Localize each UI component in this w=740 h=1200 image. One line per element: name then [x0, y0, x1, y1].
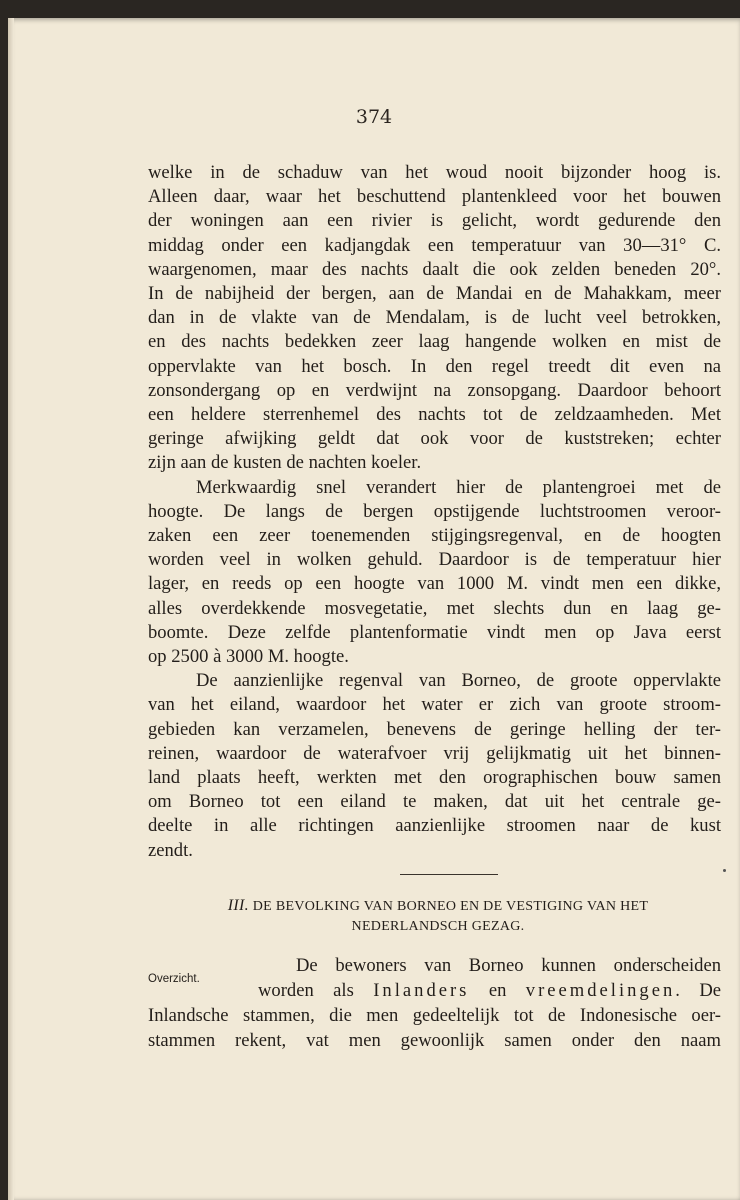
section-title-line1: DE BEVOLKING VAN BORNEO EN DE VESTIGING VAN HET: [252, 899, 649, 914]
text-line: op 2500 à 3000 M. hoogte.: [148, 646, 349, 668]
text-line: geringe afwijking geldt dat ook voor de kuststreken; echter: [148, 428, 721, 450]
text-line: boomte. Deze zelfde plantenformatie vindt men op Java eerst: [148, 621, 721, 643]
text-line: om Borneo tot een eiland te maken, dat uit het centrale ge-: [148, 791, 721, 813]
section-title-line2: NEDERLANDSCH GEZAG.: [351, 919, 525, 934]
text-line: zendt.: [148, 839, 193, 861]
text-line: lager, en reeds op een hoogte van 1000 M. vindt men een dikke,: [148, 573, 721, 595]
text-line: stammen rekent, vat men gewoonlijk samen onder den naam: [148, 1030, 721, 1051]
text-line: zijn aan de kusten de nachten koeler.: [148, 452, 422, 474]
text-line: Alleen daar, waar het beschuttend plantenkleed voor het bouwen: [148, 186, 721, 208]
emphasis-vreemdelingen: vreemdelingen: [525, 980, 676, 1001]
text-line: welke in de schaduw van het woud nooit bijzonder hoog is.: [148, 162, 721, 183]
text-line: Inlandsche stammen, die men gedeeltelijk tot de Indonesische oer-: [148, 1005, 721, 1026]
text-line: In de nabijheid der bergen, aan de Mandai en de Mahakkam, meer: [148, 283, 721, 305]
text-line: De bewoners van Borneo kunnen onderscheiden: [296, 955, 721, 976]
section-heading: [158, 896, 718, 937]
text-line: waargenomen, maar des nachts daalt die ook zelden beneden 20°.: [148, 258, 721, 280]
text-line: der woningen aan een rivier is gelicht, wordt gedurende den: [148, 210, 721, 232]
text-line: reinen, waardoor de waterafvoer vrij gelijkmatig uit het binnen-: [148, 742, 721, 764]
text-line: gebieden kan verzamelen, benevens de geringe helling der ter-: [148, 718, 721, 740]
text-line: een heldere sterrenhemel des nachts tot de zeldzaamheden. Met: [148, 404, 721, 426]
text-line: hoogte. De langs de bergen opstijgende luchtstroomen veroor-: [148, 500, 721, 522]
text-line: land plaats heeft, werkten met den orographischen bouw samen: [148, 767, 721, 789]
book-page: [8, 18, 740, 1200]
text-line: en des nachts bedekken zeer laag hangende wolken en mist de: [148, 331, 721, 353]
text-line: deelte in alle richtingen aanzienlijke stroomen naar de kust: [148, 815, 721, 837]
text-line: oppervlakte van het bosch. In den regel treedt dit even na: [148, 355, 721, 377]
section-roman-numeral: III.: [227, 897, 249, 914]
text-line: worden veel in wolken gehuld. Daardoor is de temperatuur hier: [148, 549, 721, 571]
page-gutter-shadow: [8, 18, 14, 1200]
text-fragment: worden als: [258, 980, 374, 1001]
text-fragment: . De: [675, 980, 721, 1001]
text-line: middag onder een kadjangdak een temperatuur van 30—31° C.: [148, 234, 721, 256]
section-divider: [400, 874, 498, 875]
text-line: alles overdekkende mosvegetatie, met slechts dun en laag ge-: [148, 597, 721, 619]
text-fragment: en: [469, 980, 526, 1001]
text-line: De aanzienlijke regenval van Borneo, de groote oppervlakte: [196, 670, 721, 692]
margin-note: Overzicht.: [148, 973, 200, 985]
page-speck: [723, 869, 726, 872]
emphasis-inlanders: Inlanders: [373, 980, 470, 1001]
text-line: zonsondergang op en verdwijnt na zonsopgang. Daardoor behoort: [148, 379, 721, 401]
page-number: 374: [355, 106, 393, 128]
text-line: dan in de vlakte van de Mendalam, is de lucht veel betrokken,: [148, 307, 721, 329]
text-line: van het eiland, waardoor het water er zich van groote stroom-: [148, 694, 721, 716]
text-line: zaken een zeer toenemenden stijgingsregenval, en de hoogten: [148, 525, 721, 547]
text-line: [148, 978, 721, 1003]
body-text: [148, 161, 721, 863]
section-body-text: [148, 953, 721, 1053]
text-line: Merkwaardig snel verandert hier de plantengroei met de: [196, 476, 721, 498]
